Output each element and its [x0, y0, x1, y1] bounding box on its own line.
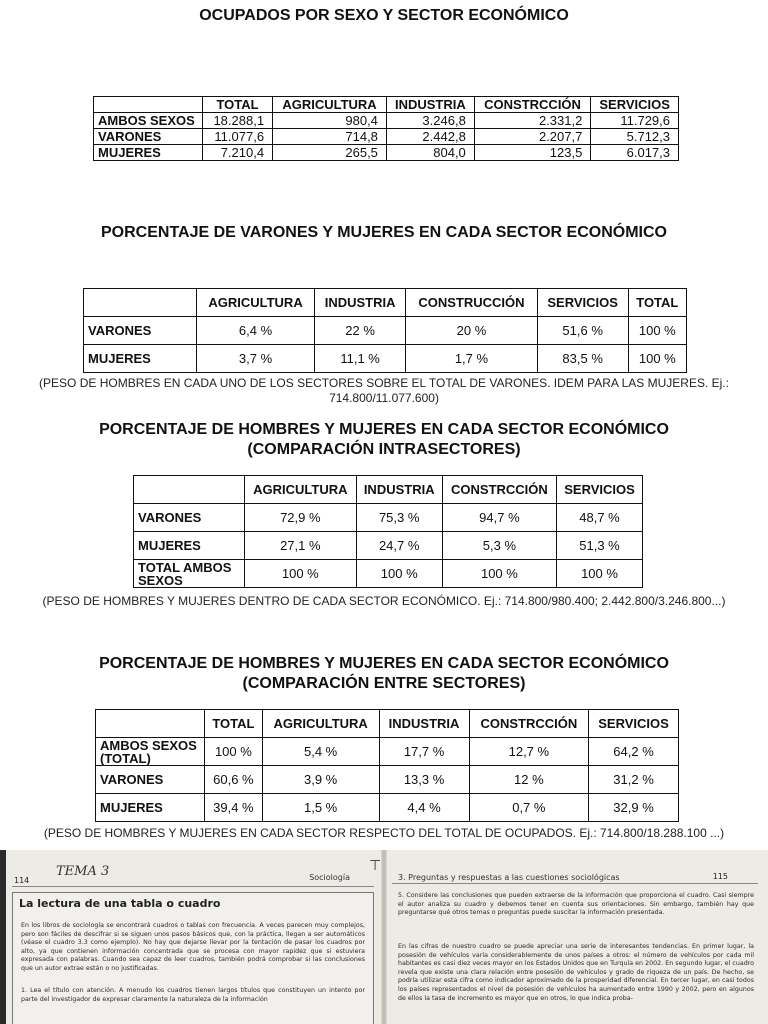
cell: 12 % — [469, 766, 588, 794]
header-total: TOTAL — [203, 97, 273, 113]
cell: 24,7 % — [356, 532, 442, 560]
cell: 11.077,6 — [203, 129, 273, 145]
row-label: MUJERES — [134, 532, 245, 560]
title-subline: (COMPARACIÓN INTRASECTORES) — [247, 441, 521, 458]
corner-cell — [94, 97, 203, 113]
header-rule — [12, 886, 374, 887]
row-label: AMBOS SEXOS — [94, 113, 203, 129]
cell: 6.017,3 — [591, 145, 679, 161]
pen-mark-icon: ⊤ — [369, 858, 382, 874]
section-title: La lectura de una tabla o cuadro — [19, 897, 221, 910]
cell: 2.331,2 — [474, 113, 591, 129]
cell: 32,9 % — [589, 794, 679, 822]
cell: 94,7 % — [442, 504, 556, 532]
header-rule — [392, 883, 758, 884]
title-line: PORCENTAJE DE HOMBRES Y MUJERES EN CADA SECTOR ECONÓMICO — [99, 655, 669, 672]
table-header-row — [84, 289, 687, 317]
cell: 20 % — [406, 317, 538, 345]
cell: 3,9 % — [262, 766, 379, 794]
note-line: (PESO DE HOMBRES EN CADA UNO DE LOS SECTORES SOBRE EL TOTAL DE VARONES. IDEM PARA LAS MUJERES. Ej.: — [39, 376, 729, 390]
left-page — [12, 850, 374, 1024]
row-label: MUJERES — [96, 794, 205, 822]
cell: 17,7 % — [379, 738, 469, 766]
cell: 4,4 % — [379, 794, 469, 822]
cell: 100 % — [628, 345, 686, 373]
corner-cell — [134, 476, 245, 504]
cell: 3,7 % — [197, 345, 315, 373]
body-paragraph: En las cifras de nuestro cuadro se puede apreciar una serie de interesantes tendencias. En primer lugar, la posesión de vehículos varía considerablemente de unos países a otros: el número de vehículos por cada mil habitantes es casi diez veces mayor en los Estados Unidos que en Turquía en 2002. En segundo lugar, el cuadro revela que existe una clara relación entre posesión de vehículos y grado de riqueza de un país. De hecho, se podría utilizar esta cifra como indicador aproximado de la prosperidad diferencial. En tercer lugar, en casi todos los países representados el nivel de posesión de vehículos ha aumentado entre 1990 y 2002, pero en algunos de ellos la tasa de incremento es mayor que en otros, lo que indica proba- — [398, 943, 754, 1002]
header-agricultura: AGRICULTURA — [245, 476, 357, 504]
cell: 714,8 — [273, 129, 387, 145]
title-line: PORCENTAJE DE HOMBRES Y MUJERES EN CADA SECTOR ECONÓMICO — [99, 421, 669, 438]
row-label-line: SEXOS — [138, 572, 183, 588]
header-industria: INDUSTRIA — [386, 97, 474, 113]
header-construccion: CONSTRCCIÓN — [469, 710, 588, 738]
book-gutter — [381, 850, 387, 1024]
table-row — [94, 145, 679, 161]
running-head: 3. Preguntas y respuestas a las cuestiones sociológicas — [398, 873, 620, 882]
cell: 1,7 % — [406, 345, 538, 373]
cell: 64,2 % — [589, 738, 679, 766]
employed-by-sex-table — [93, 96, 679, 161]
cell: 100 % — [245, 560, 357, 588]
table4-title — [0, 654, 768, 694]
running-head: Sociología — [309, 873, 350, 882]
row-label: VARONES — [84, 317, 197, 345]
cell: 100 % — [442, 560, 556, 588]
cell: 75,3 % — [356, 504, 442, 532]
intersector-comparison-table — [95, 709, 679, 822]
header-agricultura: AGRICULTURA — [262, 710, 379, 738]
header-total: TOTAL — [205, 710, 263, 738]
table3-note: (PESO DE HOMBRES Y MUJERES DENTRO DE CADA SECTOR ECONÓMICO. Ej.: 714.800/980.400; 2.442.800/3.246.800...) — [42, 594, 726, 608]
row-label — [96, 738, 205, 766]
row-label: VARONES — [134, 504, 245, 532]
row-label: MUJERES — [94, 145, 203, 161]
table-header-row — [96, 710, 679, 738]
cell: 18.288,1 — [203, 113, 273, 129]
header-agricultura: AGRICULTURA — [273, 97, 387, 113]
table1-title: OCUPADOS POR SEXO Y SECTOR ECONÓMICO — [199, 7, 569, 24]
cell: 100 % — [628, 317, 686, 345]
cell: 100 % — [356, 560, 442, 588]
cell: 100 % — [205, 738, 263, 766]
cell: 265,5 — [273, 145, 387, 161]
table-row — [96, 766, 679, 794]
table3-title — [0, 420, 768, 460]
scan-edge — [0, 850, 6, 1024]
cell: 39,4 % — [205, 794, 263, 822]
table-header-row — [94, 97, 679, 113]
table-row — [96, 794, 679, 822]
header-construccion: CONSTRUCCIÓN — [406, 289, 538, 317]
table-header-row — [134, 476, 643, 504]
cell: 2.442,8 — [386, 129, 474, 145]
cell: 2.207,7 — [474, 129, 591, 145]
cell: 83,5 % — [537, 345, 628, 373]
table2-title: PORCENTAJE DE VARONES Y MUJERES EN CADA SECTOR ECONÓMICO — [100, 224, 667, 241]
list-item: 1. Lea el título con atención. A menudo los cuadros tienen largos títulos que constituyen un intento por parte del investigador de expresar claramente la naturaleza de la información — [21, 987, 365, 1003]
cell: 31,2 % — [589, 766, 679, 794]
table-row — [94, 129, 679, 145]
book-scan — [0, 850, 768, 1024]
cell: 12,7 % — [469, 738, 588, 766]
handwritten-note: TEMA 3 — [56, 864, 110, 879]
cell: 11,1 % — [315, 345, 406, 373]
cell: 51,3 % — [557, 532, 643, 560]
cell: 1,5 % — [262, 794, 379, 822]
note-line: 714.800/11.077.600) — [329, 391, 439, 405]
cell: 13,3 % — [379, 766, 469, 794]
table-row — [134, 560, 643, 588]
row-label — [134, 560, 245, 588]
header-construccion: CONSTRCCIÓN — [442, 476, 556, 504]
cell: 51,6 % — [537, 317, 628, 345]
cell: 3.246,8 — [386, 113, 474, 129]
cell: 7.210,4 — [203, 145, 273, 161]
header-industria: INDUSTRIA — [356, 476, 442, 504]
row-label-line: TOTAL AMBOS — [138, 559, 232, 575]
row-label: MUJERES — [84, 345, 197, 373]
row-label: VARONES — [96, 766, 205, 794]
header-servicios: SERVICIOS — [589, 710, 679, 738]
page-number: 114 — [14, 876, 30, 885]
table2-note — [0, 376, 768, 406]
cell: 22 % — [315, 317, 406, 345]
page-number: 115 — [712, 872, 728, 881]
sex-share-by-sector-table — [83, 288, 687, 373]
header-servicios: SERVICIOS — [537, 289, 628, 317]
corner-cell — [84, 289, 197, 317]
cell: 123,5 — [474, 145, 591, 161]
header-industria: INDUSTRIA — [315, 289, 406, 317]
cell: 60,6 % — [205, 766, 263, 794]
corner-cell — [96, 710, 205, 738]
list-item: 5. Considere las conclusiones que pueden extraerse de la información que proporciona el cuadro. Casi siempre el autor analiza su cuadro y debemos tener en cuenta sus orientaciones. Sin embargo, también hay que preguntarse qué otros temas o preguntas puede suscitar la información presentada. — [398, 892, 754, 917]
intrasector-comparison-table — [133, 475, 643, 588]
cell: 5.712,3 — [591, 129, 679, 145]
right-page — [392, 850, 758, 1024]
table-row — [94, 113, 679, 129]
cell: 11.729,6 — [591, 113, 679, 129]
cell: 5,3 % — [442, 532, 556, 560]
table-row — [84, 345, 687, 373]
cell: 5,4 % — [262, 738, 379, 766]
cell: 27,1 % — [245, 532, 357, 560]
cell: 980,4 — [273, 113, 387, 129]
cell: 72,9 % — [245, 504, 357, 532]
row-label-line: (TOTAL) — [100, 750, 151, 766]
table-row — [134, 504, 643, 532]
header-servicios: SERVICIOS — [557, 476, 643, 504]
reading-box — [12, 892, 374, 1024]
cell: 6,4 % — [197, 317, 315, 345]
cell: 0,7 % — [469, 794, 588, 822]
title-subline: (COMPARACIÓN ENTRE SECTORES) — [242, 675, 526, 692]
table-row — [96, 738, 679, 766]
cell: 804,0 — [386, 145, 474, 161]
header-servicios: SERVICIOS — [591, 97, 679, 113]
header-agricultura: AGRICULTURA — [197, 289, 315, 317]
table4-note: (PESO DE HOMBRES Y MUJERES EN CADA SECTOR RESPECTO DEL TOTAL DE OCUPADOS. Ej.: 714.800/18.288.100 ...) — [43, 826, 725, 840]
row-label-line: AMBOS SEXOS — [100, 737, 197, 753]
cell: 100 % — [557, 560, 643, 588]
body-paragraph: En los libros de sociología se encontrará cuadros o tablas con frecuencia. A veces parecen muy complejos, pero son fáciles de descifrar si se siguen unos pasos básicos que, con la práctica, llegan a ser automáticos (véase el cuadro 3.3 como ejemplo). No hay que dejarse llevar por la tentación de pasar los cuadros por alto, ya que contienen información concentrada que se procesa con mayor rapidez que si estuviera expresada con palabras. Cuando sea capaz de leer cuadros, también podrá comprobar si las conclusiones que un autor extrae están o no justificadas. — [21, 922, 365, 972]
header-industria: INDUSTRIA — [379, 710, 469, 738]
table-row — [134, 532, 643, 560]
cell: 48,7 % — [557, 504, 643, 532]
header-total: TOTAL — [628, 289, 686, 317]
row-label: VARONES — [94, 129, 203, 145]
table-row — [84, 317, 687, 345]
header-construccion: CONSTRCCIÓN — [474, 97, 591, 113]
